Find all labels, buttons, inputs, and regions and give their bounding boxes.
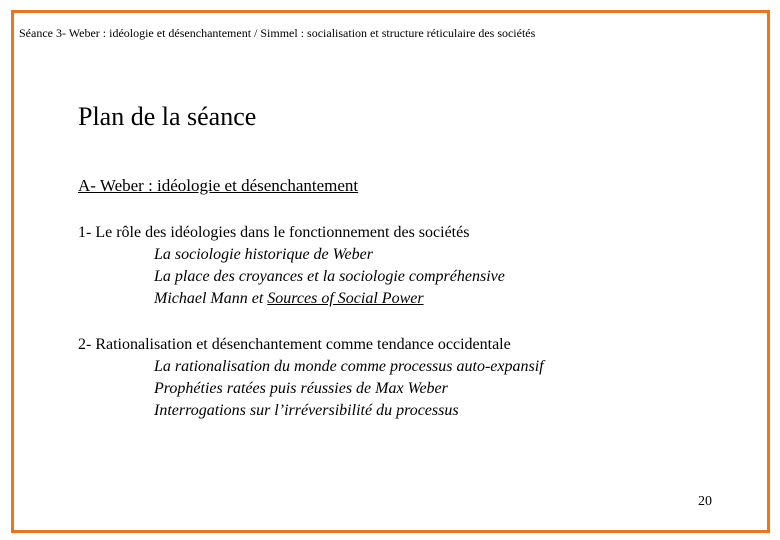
part-1 — [78, 222, 505, 310]
slide-title: Plan de la séance — [78, 102, 257, 131]
part-1-item-1: La sociologie historique de Weber — [154, 246, 373, 263]
part-1-item-3-prefix: Michael Mann et — [154, 290, 268, 307]
part-2-item-2: Prophéties ratées puis réussies de Max Weber — [154, 380, 448, 397]
part-2-item-1: La rationalisation du monde comme processus auto-expansif — [154, 358, 544, 375]
part-2-item-3: Interrogations sur l’irréversibilité du processus — [154, 402, 459, 419]
book-title: Sources of Social Power — [267, 290, 424, 307]
part-1-heading: 1- Le rôle des idéologies dans le fonctionnement des sociétés — [78, 224, 470, 241]
part-1-item-3 — [78, 288, 505, 310]
part-2-heading: 2- Rationalisation et désenchantement comme tendance occidentale — [78, 336, 511, 353]
part-2 — [78, 334, 544, 422]
page-number: 20 — [698, 494, 712, 509]
slide-header: Séance 3- Weber : idéologie et désenchantement / Simmel : socialisation et structure réticulaire des sociétés — [19, 26, 536, 40]
part-1-item-2: La place des croyances et la sociologie compréhensive — [154, 268, 505, 285]
section-heading: A- Weber : idéologie et désenchantement — [78, 176, 359, 195]
